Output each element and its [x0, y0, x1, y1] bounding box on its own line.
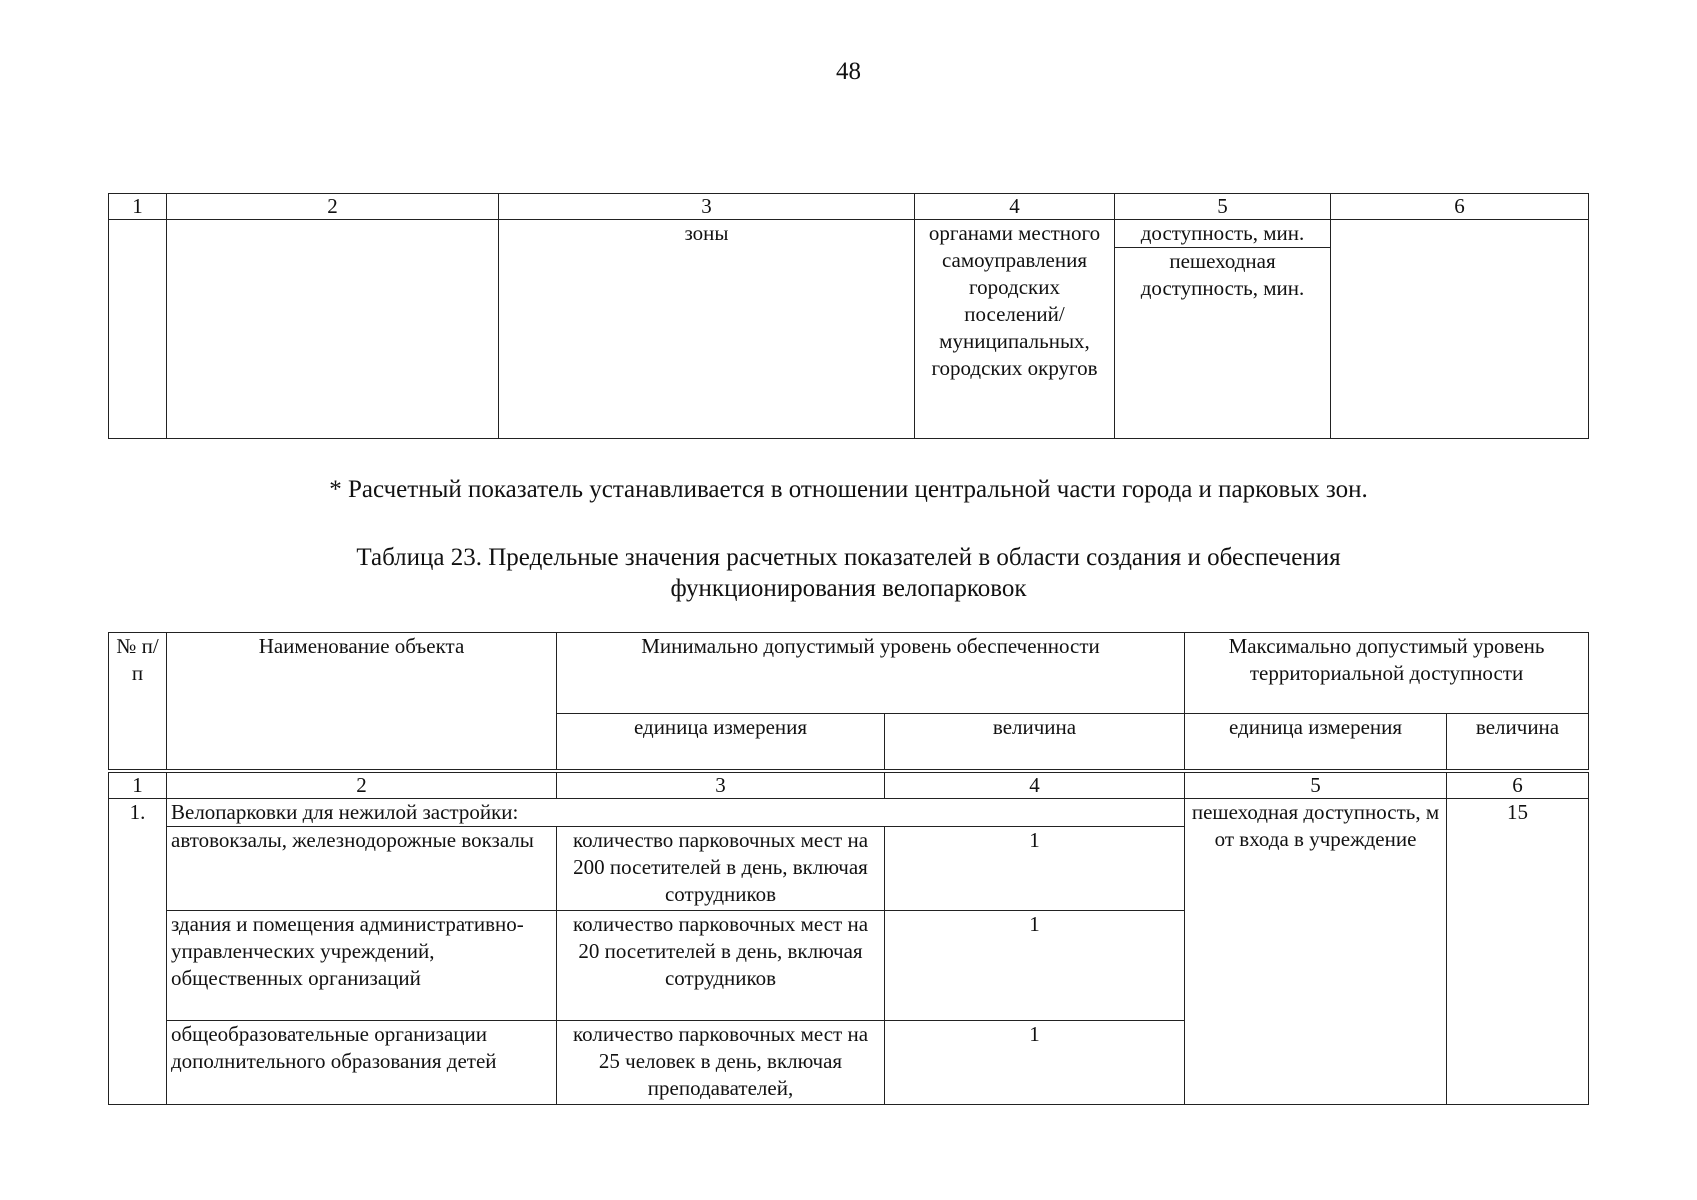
quantity-value: 1 — [885, 1021, 1185, 1105]
quantity-value: 1 — [885, 911, 1185, 1021]
header-min-group: Минимально допустимый уровень обеспеченности — [557, 633, 1185, 714]
column-number: 2 — [167, 771, 557, 799]
accessibility-top: доступность, мин. — [1115, 220, 1330, 248]
header-row — [109, 633, 1589, 714]
unit-of-measure: количество парковочных мест на 20 посетителей в день, включая сотрудников — [557, 911, 885, 1021]
velopark-table — [108, 632, 1589, 1105]
cell-zone: зоны — [499, 220, 915, 439]
table-title-line: Таблица 23. Предельные значения расчетных показателей в области создания и обеспечения — [356, 544, 1341, 571]
section-row — [109, 799, 1589, 827]
column-number: 5 — [1115, 194, 1331, 220]
column-number-row — [109, 194, 1589, 220]
section-max-unit: пешеходная доступность, м от входа в учреждение — [1185, 799, 1447, 1105]
cell-empty — [1331, 220, 1589, 439]
section-number: 1. — [109, 799, 167, 1105]
column-number: 4 — [915, 194, 1115, 220]
table-title — [0, 542, 1697, 604]
column-number: 1 — [109, 771, 167, 799]
cell-empty — [167, 220, 499, 439]
object-name: общеобразовательные организации дополнительного образования детей — [167, 1021, 557, 1105]
column-number: 6 — [1331, 194, 1589, 220]
header-min-value: величина — [885, 714, 1185, 772]
section-title: Велопарковки для нежилой застройки: — [167, 799, 1185, 827]
column-number: 3 — [499, 194, 915, 220]
column-number: 4 — [885, 771, 1185, 799]
section-max-value: 15 — [1447, 799, 1589, 1105]
continuation-table — [108, 193, 1589, 439]
header-min-unit: единица измерения — [557, 714, 885, 772]
cell-accessibility — [1115, 220, 1331, 439]
unit-of-measure: количество парковочных мест на 25 человек в день, включая преподавателей, — [557, 1021, 885, 1105]
header-max-value: величина — [1447, 714, 1589, 772]
object-name: автовокзалы, железнодорожные вокзалы — [167, 827, 557, 911]
object-name: здания и помещения административно-управленческих учреждений, общественных организаций — [167, 911, 557, 1021]
header-max-group: Максимально допустимый уровень территориальной доступности — [1185, 633, 1589, 714]
header-max-unit: единица измерения — [1185, 714, 1447, 772]
column-number-row — [109, 771, 1589, 799]
page-number: 48 — [836, 58, 861, 85]
column-number: 2 — [167, 194, 499, 220]
accessibility-bottom: пешеходная доступность, мин. — [1140, 249, 1305, 300]
footnote: * Расчетный показатель устанавливается в отношении центральной части города и парковых зон. — [329, 476, 1368, 503]
column-number: 3 — [557, 771, 885, 799]
column-number: 5 — [1185, 771, 1447, 799]
cell-authority: органами местного самоуправления городских поселений/ муниципальных, городских округов — [915, 220, 1115, 439]
table-row — [109, 220, 1589, 439]
column-number: 6 — [1447, 771, 1589, 799]
quantity-value: 1 — [885, 827, 1185, 911]
column-number: 1 — [109, 194, 167, 220]
header-name: Наименование объекта — [167, 633, 557, 772]
table-title-line: функционирования велопарковок — [670, 575, 1027, 602]
header-num: № п/п — [109, 633, 167, 772]
cell-empty — [109, 220, 167, 439]
unit-of-measure: количество парковочных мест на 200 посетителей в день, включая сотрудников — [557, 827, 885, 911]
